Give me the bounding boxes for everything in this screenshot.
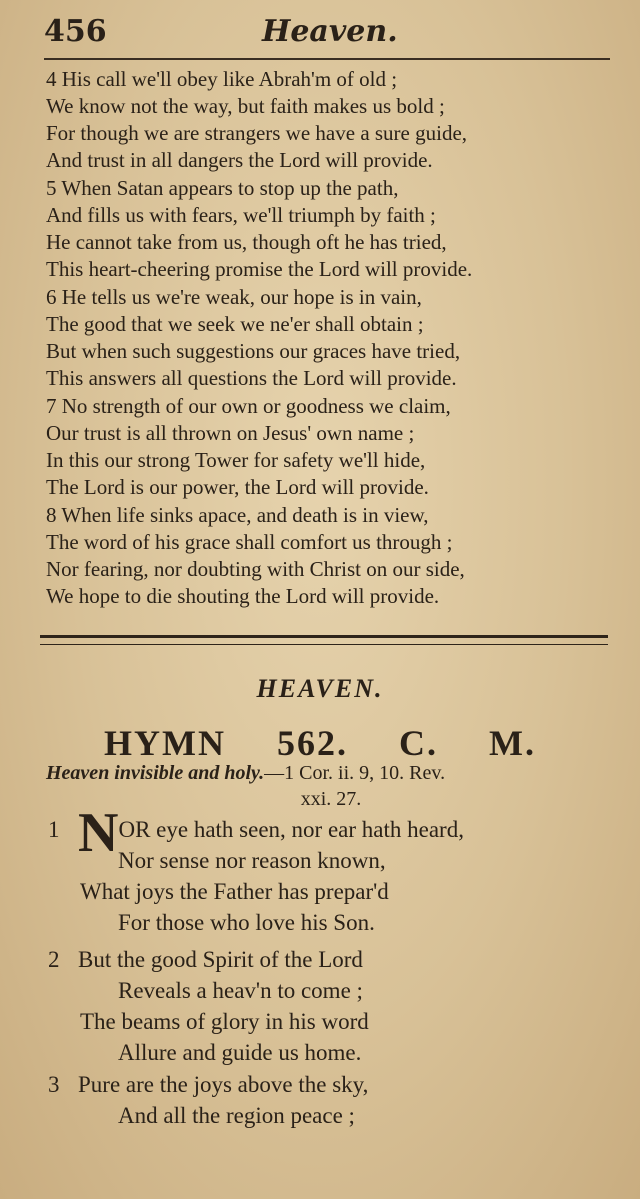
verse-line: 8 When life sinks apace, and death is in view, (46, 503, 429, 527)
stanza-number: 1 (48, 817, 60, 842)
verse-line: Our trust is all thrown on Jesus' own name ; (46, 421, 415, 445)
running-head: Heaven. (262, 14, 398, 49)
page-header (44, 14, 604, 54)
page-number: 456 (44, 14, 107, 49)
stanza-line-text: Pure are the joys above the sky, (78, 1072, 369, 1097)
drop-cap: N (78, 802, 119, 864)
verse-line: And trust in all dangers the Lord will provide. (46, 148, 433, 172)
hymn-subject: Heaven invisible and holy. (46, 762, 265, 784)
section-divider (40, 635, 608, 645)
stanza-line-text: But the good Spirit of the Lord (78, 947, 363, 972)
stanza-number: 2 (48, 947, 60, 972)
verse-line: He cannot take from us, though oft he has tried, (46, 230, 447, 254)
verse-5 (46, 175, 616, 283)
section-title: HEAVEN. (256, 674, 384, 703)
stanza-line (48, 944, 618, 975)
verse-line: But when such suggestions our graces have tried, (46, 339, 461, 363)
stanza-line: For those who love his Son. (118, 910, 375, 935)
verse-6 (46, 284, 616, 392)
stanza-2 (48, 944, 618, 1068)
hymn-title: HYMN 562. C. M. (104, 723, 536, 763)
scripture-reference (46, 760, 616, 812)
stanza-line: And all the region peace ; (118, 1103, 355, 1128)
header-rule (44, 58, 610, 60)
verse-line: Nor fearing, nor doubting with Christ on our side, (46, 557, 465, 581)
verse-line: 7 No strength of our own or goodness we claim, (46, 394, 451, 418)
verse-line: And fills us with fears, we'll triumph by faith ; (46, 203, 436, 227)
stanza-line: The beams of glory in his word (80, 1009, 369, 1034)
verse-4 (46, 66, 616, 174)
verse-line: We know not the way, but faith makes us bold ; (46, 94, 445, 118)
stanza-3 (48, 1069, 618, 1131)
verse-line: This heart-cheering promise the Lord will provide. (46, 257, 473, 281)
verse-line: This answers all questions the Lord will provide. (46, 366, 457, 390)
verse-8 (46, 502, 616, 610)
verse-line: The word of his grace shall comfort us through ; (46, 530, 453, 554)
verse-line: 5 When Satan appears to stop up the path, (46, 176, 399, 200)
reference-continuation: xxi. 27. (300, 788, 362, 810)
verse-line: We hope to die shouting the Lord will provide. (46, 584, 440, 608)
verse-line: For though we are strangers we have a sure guide, (46, 121, 468, 145)
stanza-line (48, 1069, 618, 1100)
verse-line: The Lord is our power, the Lord will provide. (46, 475, 429, 499)
stanza-line-text: OR eye hath seen, nor ear hath heard, (118, 817, 464, 842)
stanza-1 (48, 802, 618, 938)
verse-line: In this our strong Tower for safety we'll hide, (46, 448, 426, 472)
verse-line: The good that we seek we ne'er shall obtain ; (46, 312, 424, 336)
verse-line: 6 He tells us we're weak, our hope is in vain, (46, 285, 422, 309)
reference-text: —1 Cor. ii. 9, 10. Rev. (264, 762, 446, 784)
stanza-line: Reveals a heav'n to come ; (118, 978, 363, 1003)
verse-line: 4 His call we'll obey like Abrah'm of old ; (46, 67, 398, 91)
stanza-line: Allure and guide us home. (118, 1040, 362, 1065)
stanza-line: Nor sense nor reason known, (118, 848, 386, 873)
verse-7 (46, 393, 616, 501)
stanza-line: What joys the Father has prepar'd (80, 879, 389, 904)
stanza-number: 3 (48, 1072, 60, 1097)
